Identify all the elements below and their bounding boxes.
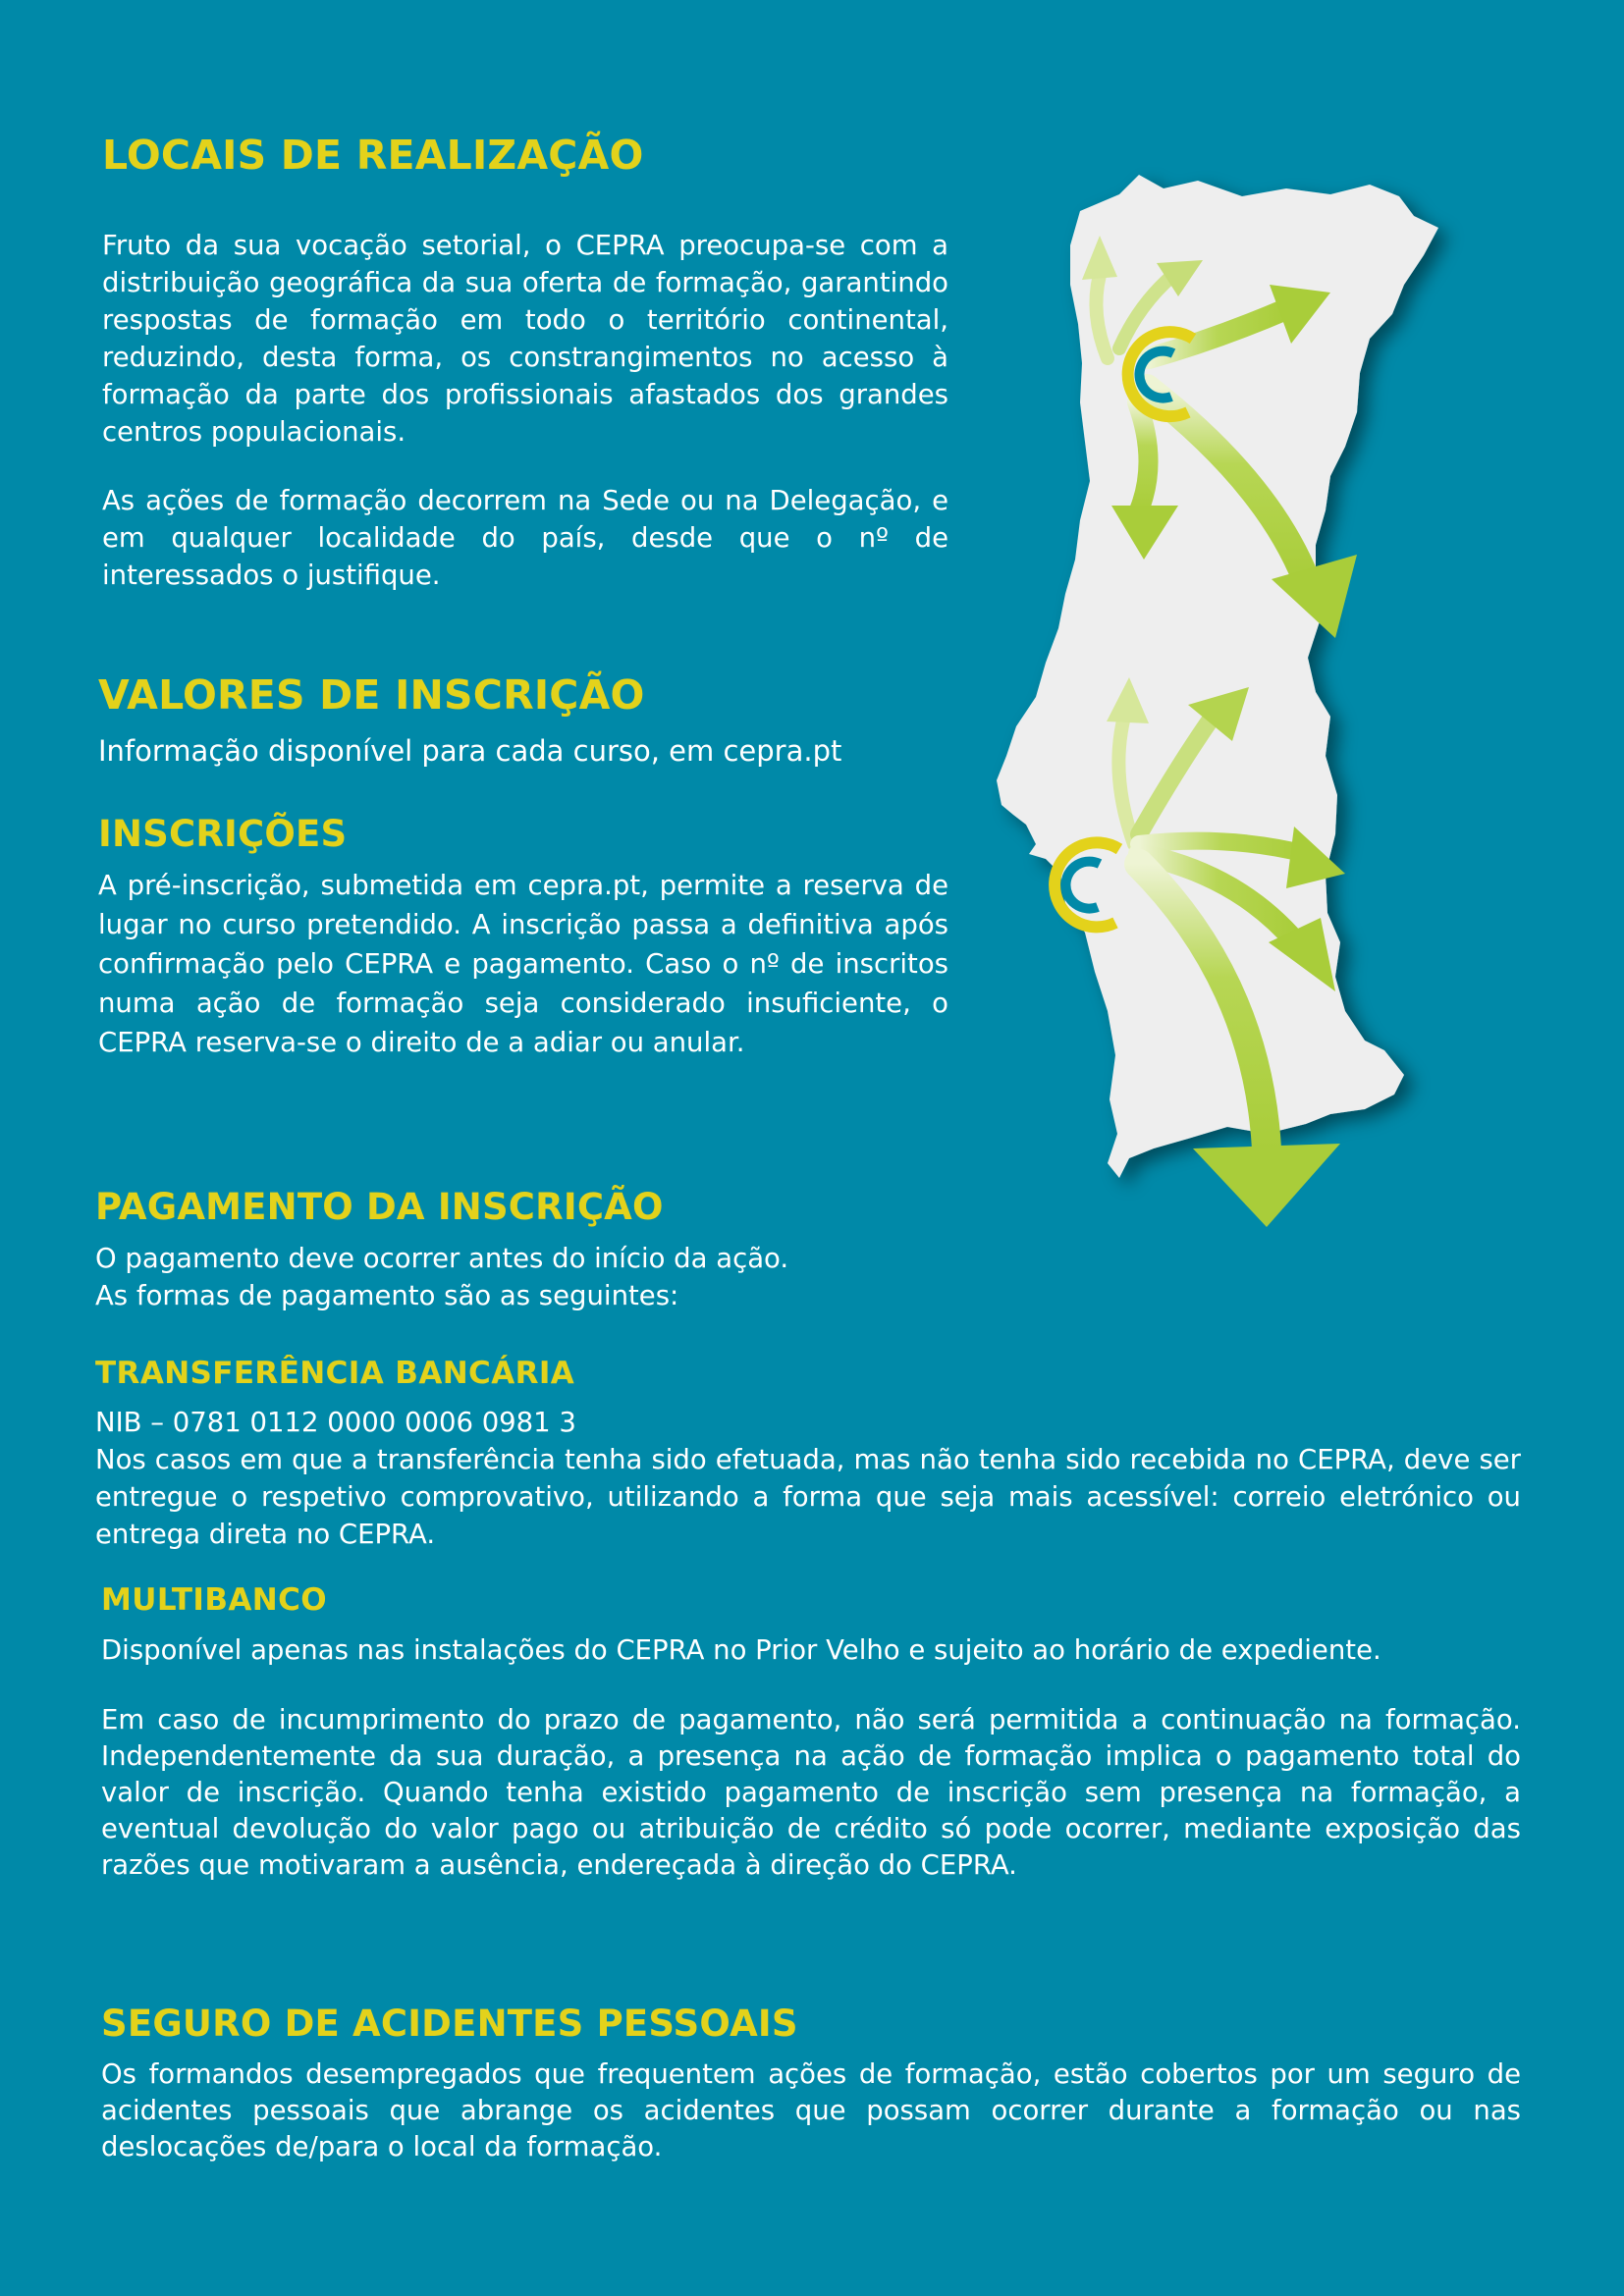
pagamento-line-2: As formas de pagamento são as seguintes: bbox=[95, 1280, 679, 1311]
valores-title: VALORES DE INSCRIÇÃO bbox=[98, 671, 645, 719]
transferencia-title: TRANSFERÊNCIA BANCÁRIA bbox=[95, 1356, 575, 1391]
seguro-title: SEGURO DE ACIDENTES PESSOAIS bbox=[101, 2002, 798, 2045]
locais-title: LOCAIS DE REALIZAÇÃO bbox=[102, 132, 644, 179]
inscricoes-text: A pré-inscrição, submetida em cepra.pt, permite a reserva de lugar no curso pretendido. A inscrição passa a definitiva após confirmação pelo CEPRA e pagamento. Caso o nº de inscritos numa ação de formação seja considerado insuficiente, o CEPRA reserva-se o direito de a adiar ou anular. bbox=[98, 870, 948, 1058]
inscricoes-title: INSCRIÇÕES bbox=[98, 813, 348, 855]
transferencia-text: Nos casos em que a transferência tenha sido efetuada, mas não tenha sido recebida no CEPRA, deve ser entregue o respetivo comprovativo, utilizando a forma que seja mais acessível: correio eletrónico ou entrega direta no CEPRA. bbox=[95, 1444, 1521, 1550]
locais-paragraph-1: Fruto da sua vocação setorial, o CEPRA preocupa-se com a distribuição geográfica da sua oferta de formação, garantindo respostas de formação em todo o território continental, reduzindo, desta forma, os constrangimentos no acesso à formação da parte dos profissionais afastados dos grandes centros populacionais. bbox=[102, 230, 948, 448]
pagamento-title: PAGAMENTO DA INSCRIÇÃO bbox=[95, 1186, 664, 1228]
pagamento-text bbox=[95, 1240, 788, 1314]
multibanco-text: Disponível apenas nas instalações do CEPRA no Prior Velho e sujeito ao horário de expediente. bbox=[101, 1634, 1381, 1666]
portugal-map-icon bbox=[992, 167, 1542, 1296]
multibanco-title: MULTIBANCO bbox=[101, 1582, 327, 1618]
locais-paragraph-2: As ações de formação decorrem na Sede ou na Delegação, e em qualquer localidade do país, desde que o nº de interessados o justifique. bbox=[102, 485, 948, 591]
seguro-text: Os formandos desempregados que frequentem ações de formação, estão cobertos por um seguro de acidentes pessoais que abrange os acidentes que possam ocorrer durante a formação ou nas deslocações de/para o local da formação. bbox=[101, 2058, 1521, 2163]
pagamento-line-1: O pagamento deve ocorrer antes do início da ação. bbox=[95, 1243, 789, 1274]
transferencia-nib: NIB – 0781 0112 0000 0006 0981 3 bbox=[95, 1407, 576, 1438]
valores-text: Informação disponível para cada curso, em cepra.pt bbox=[98, 734, 842, 768]
incumprimento-text: Em caso de incumprimento do prazo de pagamento, não será permitida a continuação na formação. Independentemente da sua duração, a presença na ação de formação implica o pagamento total do valor de inscrição. Quando tenha existido pagamento de inscrição sem presença na formação, a eventual devolução do valor pago ou atribuição de crédito só pode ocorrer, mediante exposição das razões que motivaram a ausência, endereçada à direção do CEPRA. bbox=[101, 1704, 1521, 1881]
